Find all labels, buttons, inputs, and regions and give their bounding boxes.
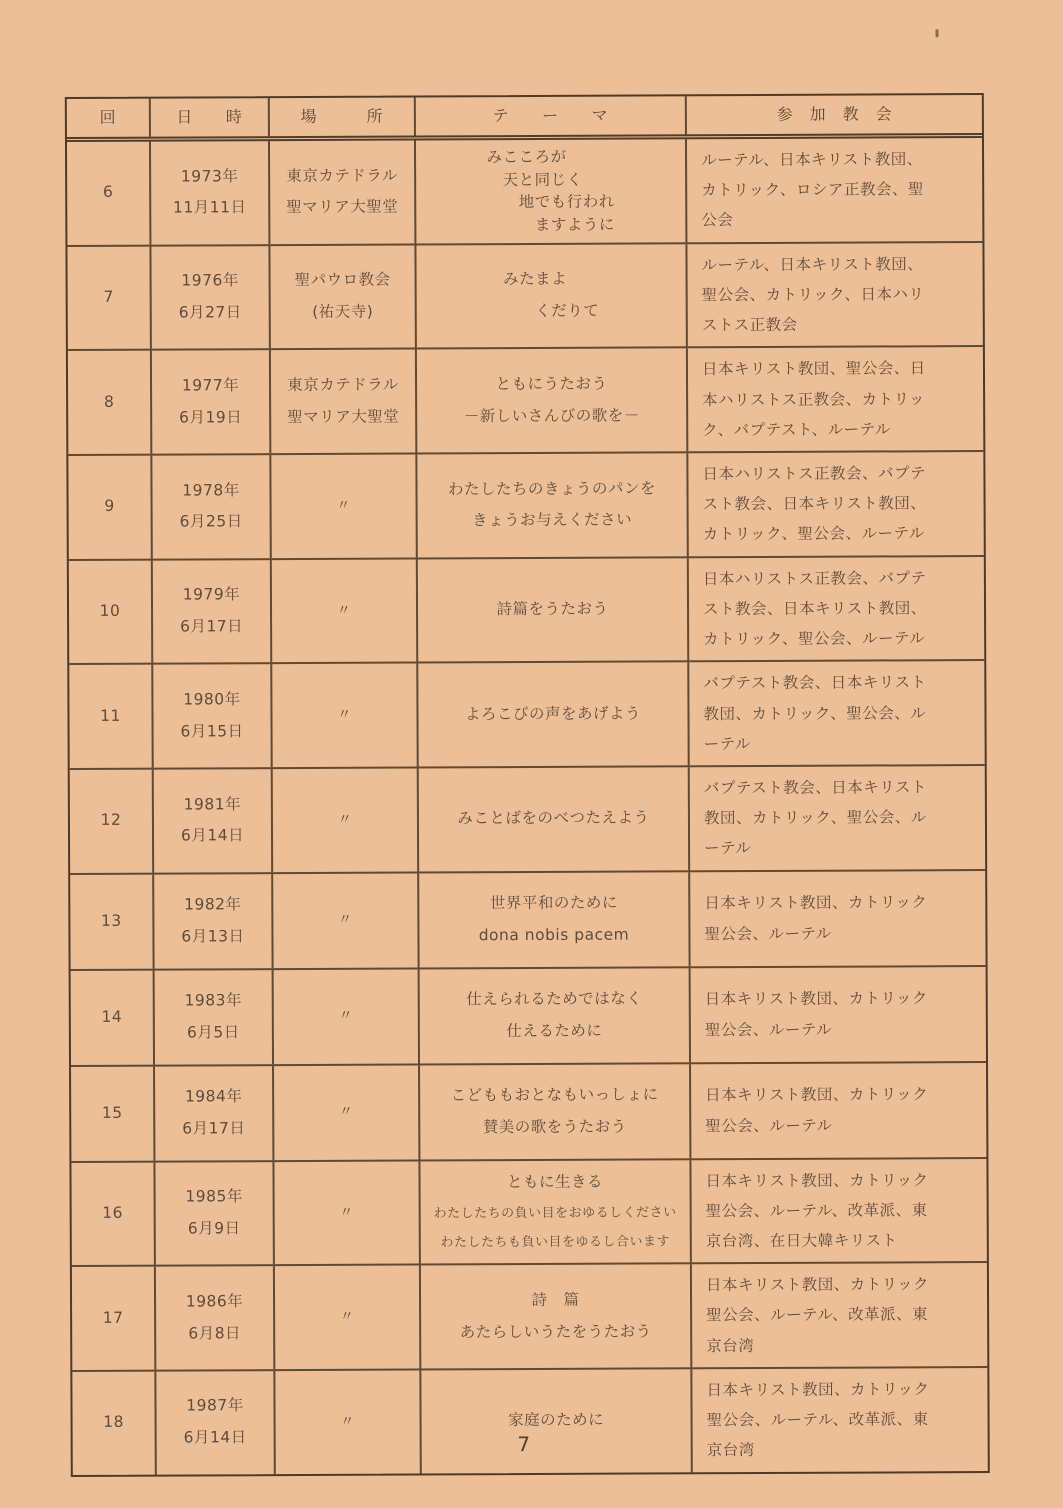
date-cell: 1979年 6月17日 bbox=[153, 560, 272, 663]
table-row bbox=[70, 766, 985, 875]
theme-text: ともにうたおう －新しいさんびの歌を－ bbox=[463, 374, 640, 425]
header-churches: 参 加 教 会 bbox=[776, 104, 893, 124]
date-cell: 1984年 6月17日 bbox=[155, 1066, 274, 1161]
table-row bbox=[68, 452, 983, 561]
place-ditto-mark: 〃 bbox=[275, 1266, 421, 1369]
churches-cell: 日本キリスト教団、聖公会、日 本ハリストス正教会、カトリッ ク、バプテスト、ルーテル bbox=[701, 359, 926, 440]
theme-cell bbox=[421, 1369, 692, 1473]
round-number: 14 bbox=[71, 970, 155, 1064]
header-date: 日 時 bbox=[151, 98, 270, 137]
date-cell: 1985年 6月9日 bbox=[155, 1162, 274, 1265]
theme-text: みこころが 天と同じく 地でも行われ ますように bbox=[486, 148, 615, 234]
table-row bbox=[71, 1159, 986, 1268]
header-round: 回 bbox=[67, 99, 151, 137]
round-number: 6 bbox=[67, 142, 151, 245]
date-cell: 1982年 6月13日 bbox=[154, 874, 273, 969]
theme-cell bbox=[418, 558, 689, 662]
churches-cell: 日本キリスト教団、カトリック 聖公会、ルーテル bbox=[704, 893, 928, 943]
round-number: 15 bbox=[71, 1066, 155, 1160]
theme-cell bbox=[420, 1064, 691, 1159]
round-number: 9 bbox=[68, 456, 152, 559]
theme-text: 世界平和のために dona nobis pacem bbox=[478, 893, 630, 944]
date-cell: 1980年 6月15日 bbox=[153, 664, 272, 767]
date-cell: 1987年 6月14日 bbox=[156, 1371, 275, 1474]
date-cell: 1983年 6月5日 bbox=[155, 970, 274, 1065]
round-number: 10 bbox=[69, 560, 153, 663]
theme-text: わたしたちのきょうのパンを きょうお与えください bbox=[447, 478, 657, 530]
churches-cell: 日本キリスト教団、カトリック 聖公会、ルーテル、改革派、東 京台湾 bbox=[705, 1275, 930, 1355]
round-number: 17 bbox=[72, 1267, 156, 1370]
theme-text: みことばをのべつたえよう bbox=[457, 808, 650, 828]
schedule-table bbox=[65, 93, 990, 1477]
churches-cell: 日本ハリストス正教会、バプテ スト教会、日本キリスト教団、 カトリック、聖公会、ルーテル bbox=[702, 464, 927, 544]
place-ditto-mark: 〃 bbox=[272, 664, 418, 767]
theme-cell bbox=[417, 453, 688, 557]
place-cell: 東京カテドラル 聖マリア大聖堂 bbox=[271, 350, 417, 453]
table-row bbox=[69, 661, 984, 770]
table-row bbox=[72, 1263, 987, 1372]
date-cell: 1977年 6月19日 bbox=[152, 350, 271, 453]
churches-cell: 日本キリスト教団、カトリック 聖公会、ルーテル、改革派、東 京台湾 bbox=[706, 1380, 930, 1460]
theme-subtext: わたしたちの負い目をおゆるしください わたしたちも負い目をゆるし合います bbox=[433, 1204, 677, 1251]
date-cell: 1978年 6月25日 bbox=[152, 455, 271, 558]
place-ditto-mark: 〃 bbox=[273, 873, 419, 968]
date-cell: 1981年 6月14日 bbox=[154, 769, 273, 872]
page-number: 7 bbox=[517, 1432, 531, 1457]
churches-cell: 日本キリスト教団、カトリック 聖公会、ルーテル、改革派、東 京台湾、在日大韓キリスト bbox=[705, 1170, 929, 1251]
theme-text: ともに生きる bbox=[506, 1172, 604, 1191]
theme-cell bbox=[419, 767, 690, 871]
theme-cell bbox=[420, 1160, 691, 1264]
place-ditto-mark: 〃 bbox=[272, 559, 418, 662]
churches-cell: ルーテル、日本キリスト教団、 カトリック、ロシア正教会、聖 公会 bbox=[701, 150, 925, 230]
table-row bbox=[67, 138, 982, 247]
header-place: 場 所 bbox=[270, 98, 416, 137]
place-ditto-mark: 〃 bbox=[273, 768, 419, 871]
table-row bbox=[67, 243, 982, 352]
table-row bbox=[72, 1368, 987, 1475]
place-cell: 東京カテドラル 聖マリア大聖堂 bbox=[270, 140, 416, 243]
theme-text: 家庭のために bbox=[508, 1411, 605, 1430]
theme-cell bbox=[416, 244, 687, 348]
theme-text: 詩篇をうたおう bbox=[496, 599, 609, 619]
theme-cell bbox=[420, 968, 691, 1063]
round-number: 8 bbox=[68, 351, 152, 454]
place-ditto-mark: 〃 bbox=[274, 1161, 420, 1264]
theme-text: こどももおとなもいっしょに 賛美の歌をうたおう bbox=[450, 1085, 659, 1136]
table-row bbox=[71, 967, 986, 1067]
theme-text: 詩 篇 あたらしいうたをうたおう bbox=[459, 1290, 652, 1341]
table-row bbox=[70, 871, 985, 971]
theme-text: 仕えられるためではなく 仕えるために bbox=[466, 989, 643, 1040]
place-ditto-mark: 〃 bbox=[274, 969, 420, 1064]
table-header-row bbox=[67, 95, 982, 142]
date-cell: 1973年 11月11日 bbox=[151, 141, 270, 244]
date-cell: 1986年 6月8日 bbox=[156, 1266, 275, 1369]
churches-cell: ルーテル、日本キリスト教団、 聖公会、カトリック、日本ハリ ストス正教会 bbox=[701, 254, 925, 335]
theme-text: よろこびの声をあげよう bbox=[464, 704, 642, 724]
theme-cell bbox=[421, 1265, 692, 1369]
header-theme: テ ー マ bbox=[416, 96, 687, 135]
place-ditto-mark: 〃 bbox=[274, 1065, 420, 1160]
round-number: 13 bbox=[70, 874, 154, 968]
table-row bbox=[71, 1063, 986, 1163]
theme-cell bbox=[419, 872, 690, 967]
churches-cell: バプテスト教会、日本キリスト 教団、カトリック、聖公会、ル ーテル bbox=[703, 673, 927, 753]
theme-cell bbox=[416, 139, 687, 243]
round-number: 18 bbox=[72, 1372, 156, 1475]
scan-speck bbox=[936, 29, 939, 37]
round-number: 11 bbox=[69, 665, 153, 768]
date-cell: 1976年 6月27日 bbox=[151, 246, 270, 349]
churches-cell: 日本キリスト教団、カトリック 聖公会、ルーテル bbox=[705, 1085, 929, 1135]
table-row bbox=[68, 347, 983, 456]
place-cell: 聖パウロ教会 (祐天寺) bbox=[270, 245, 416, 348]
round-number: 7 bbox=[67, 246, 151, 349]
round-number: 12 bbox=[70, 770, 154, 873]
round-number: 16 bbox=[71, 1162, 155, 1265]
theme-cell bbox=[418, 663, 689, 767]
churches-cell: 日本ハリストス正教会、バプテ スト教会、日本キリスト教団、 カトリック、聖公会、ルーテル bbox=[702, 568, 927, 649]
table-row bbox=[69, 557, 984, 666]
churches-cell: 日本キリスト教団、カトリック 聖公会、ルーテル bbox=[704, 989, 928, 1039]
churches-cell: バプテスト教会、日本キリスト 教団、カトリック、聖公会、ル ーテル bbox=[703, 778, 927, 858]
theme-text: みたまよ くだりて bbox=[503, 270, 600, 321]
place-ditto-mark: 〃 bbox=[275, 1370, 421, 1473]
theme-cell bbox=[417, 349, 688, 453]
place-ditto-mark: 〃 bbox=[271, 454, 417, 557]
